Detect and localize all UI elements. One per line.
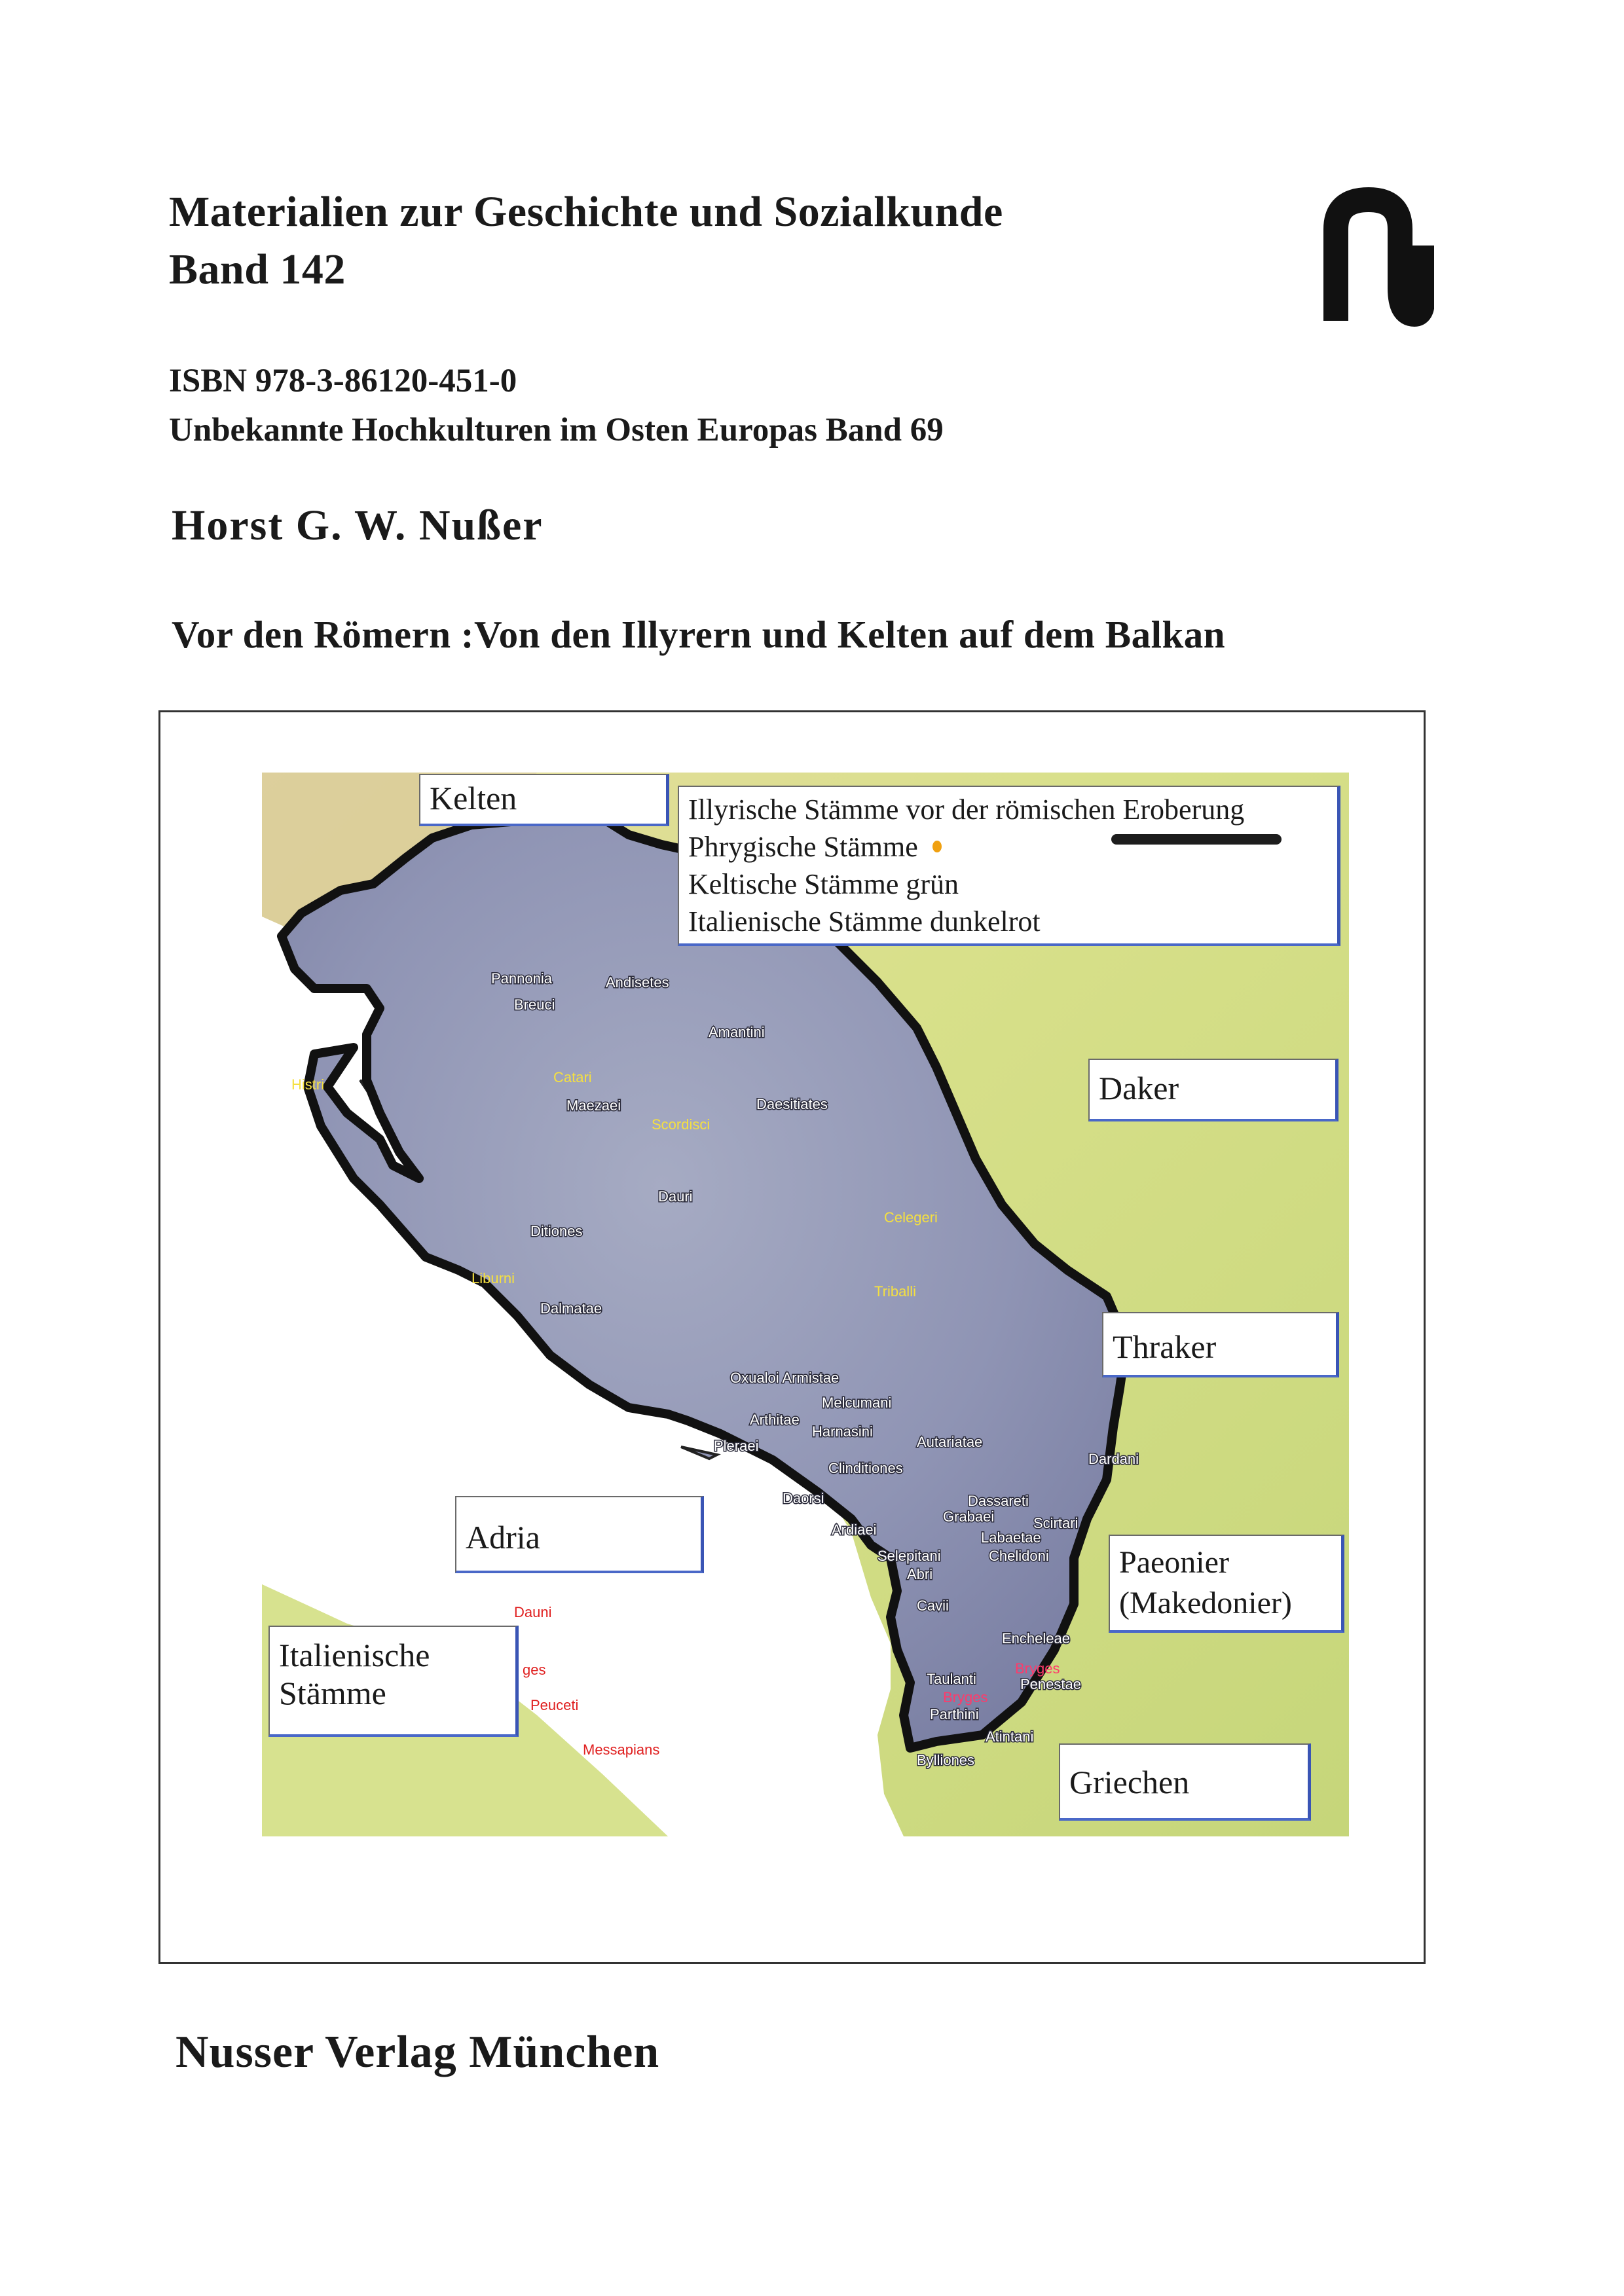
tribe-label: Autariatae: [917, 1434, 983, 1450]
region-label-thraker: Thraker: [1102, 1312, 1339, 1377]
tribe-label: Harnasini: [812, 1423, 873, 1440]
tribe-label: Bryges: [1015, 1660, 1060, 1677]
tribe-label: Histri: [291, 1076, 325, 1093]
border-line-icon: [1111, 834, 1282, 845]
tribe-label: Arthitae: [750, 1412, 800, 1428]
region-label-italien: [268, 1626, 519, 1737]
tribe-label: Daorsi: [783, 1490, 824, 1506]
tribe-label: Bryges: [943, 1689, 988, 1705]
orange-dot-icon: [932, 841, 942, 852]
region-label-daker: Daker: [1088, 1059, 1338, 1121]
tribe-label: Oxualoi Armistae: [730, 1370, 840, 1386]
tribe-label: Maezaei: [566, 1097, 621, 1114]
tribe-label: Amantini: [709, 1024, 765, 1040]
tribe-label: Pleraei: [714, 1438, 759, 1454]
tribe-label: Celegeri: [884, 1209, 938, 1226]
tribe-label: Daesitiates: [756, 1096, 828, 1112]
tribe-label: Abri: [907, 1566, 933, 1582]
tribe-label: Clinditiones: [828, 1460, 903, 1476]
tribe-label: Scirtari: [1033, 1515, 1079, 1531]
tribe-label: Ditiones: [530, 1223, 583, 1239]
legend-italic: Italienische Stämme dunkelrot: [688, 905, 1041, 938]
isbn: ISBN 978-3-86120-451-0: [169, 363, 517, 399]
tribe-label: Triballi: [874, 1283, 916, 1300]
region-label-kelten: Kelten: [419, 774, 669, 826]
tribe-label: Selepitani: [877, 1548, 941, 1564]
book-title: Vor den Römern :Von den Illyrern und Kelten auf dem Balkan: [172, 613, 1226, 656]
tribe-label: Pannonia: [491, 970, 552, 987]
series-title: [169, 183, 1003, 299]
tribe-label: Dardani: [1088, 1451, 1139, 1467]
isbn-block: [169, 357, 944, 455]
publisher-logo-icon: [1316, 183, 1434, 334]
tribe-label: Labaetae: [981, 1529, 1041, 1546]
region-label-griechen: Griechen: [1059, 1743, 1311, 1821]
region-label-adria: Adria: [455, 1496, 704, 1573]
tribe-label: Andisetes: [606, 974, 669, 991]
italien-line2: Stämme: [279, 1675, 386, 1711]
tribe-label: Dassareti: [968, 1493, 1029, 1509]
publisher: Nusser Verlag München: [175, 2027, 660, 2077]
region-label-paeonier: [1109, 1535, 1344, 1633]
tribe-label: Liburni: [471, 1270, 515, 1286]
tribe-label: Cavii: [917, 1597, 949, 1614]
volume-number: Band 142: [169, 246, 346, 293]
tribe-label: Dauni: [514, 1604, 552, 1620]
tribe-label: Breuci: [514, 996, 555, 1013]
legend-celtic: Keltische Stämme grün: [688, 868, 959, 900]
tribe-label: Chelidoni: [989, 1548, 1049, 1564]
tribe-label: Ardiaei: [832, 1522, 877, 1538]
tribe-label: Encheleae: [1002, 1630, 1070, 1647]
tribe-label: Grabaei: [943, 1508, 995, 1525]
tribe-label: Peuceti: [530, 1697, 579, 1713]
tribe-label: ges: [523, 1662, 546, 1678]
map-legend: [678, 786, 1340, 946]
tribe-label: Scordisci: [652, 1116, 710, 1133]
tribe-label: Dalmatae: [540, 1300, 602, 1317]
author: Horst G. W. Nußer: [172, 501, 544, 549]
series-name: Materialien zur Geschichte und Sozialkunde: [169, 188, 1003, 236]
legend-phrygian: Phrygische Stämme: [688, 831, 918, 863]
tribe-label: Atintani: [986, 1728, 1034, 1745]
tribe-label: Penestae: [1020, 1676, 1081, 1692]
tribe-label: Catari: [553, 1069, 592, 1085]
tribe-label: Messapians: [583, 1741, 660, 1758]
subseries: Unbekannte Hochkulturen im Osten Europas Band 69: [169, 412, 944, 448]
tribe-label: Parthini: [930, 1706, 979, 1722]
tribe-label: Bylliones: [917, 1752, 975, 1768]
tribe-label: Taulanti: [927, 1671, 976, 1687]
legend-illyrian: Illyrische Stämme vor der römischen Eroberung: [688, 793, 1245, 826]
paeonier-line2: (Makedonier): [1119, 1586, 1292, 1620]
paeonier-line1: Paeonier: [1119, 1545, 1229, 1580]
tribe-label: Melcumani: [822, 1394, 892, 1411]
italien-line1: Italienische: [279, 1637, 430, 1673]
tribe-label: Dauri: [658, 1188, 693, 1205]
